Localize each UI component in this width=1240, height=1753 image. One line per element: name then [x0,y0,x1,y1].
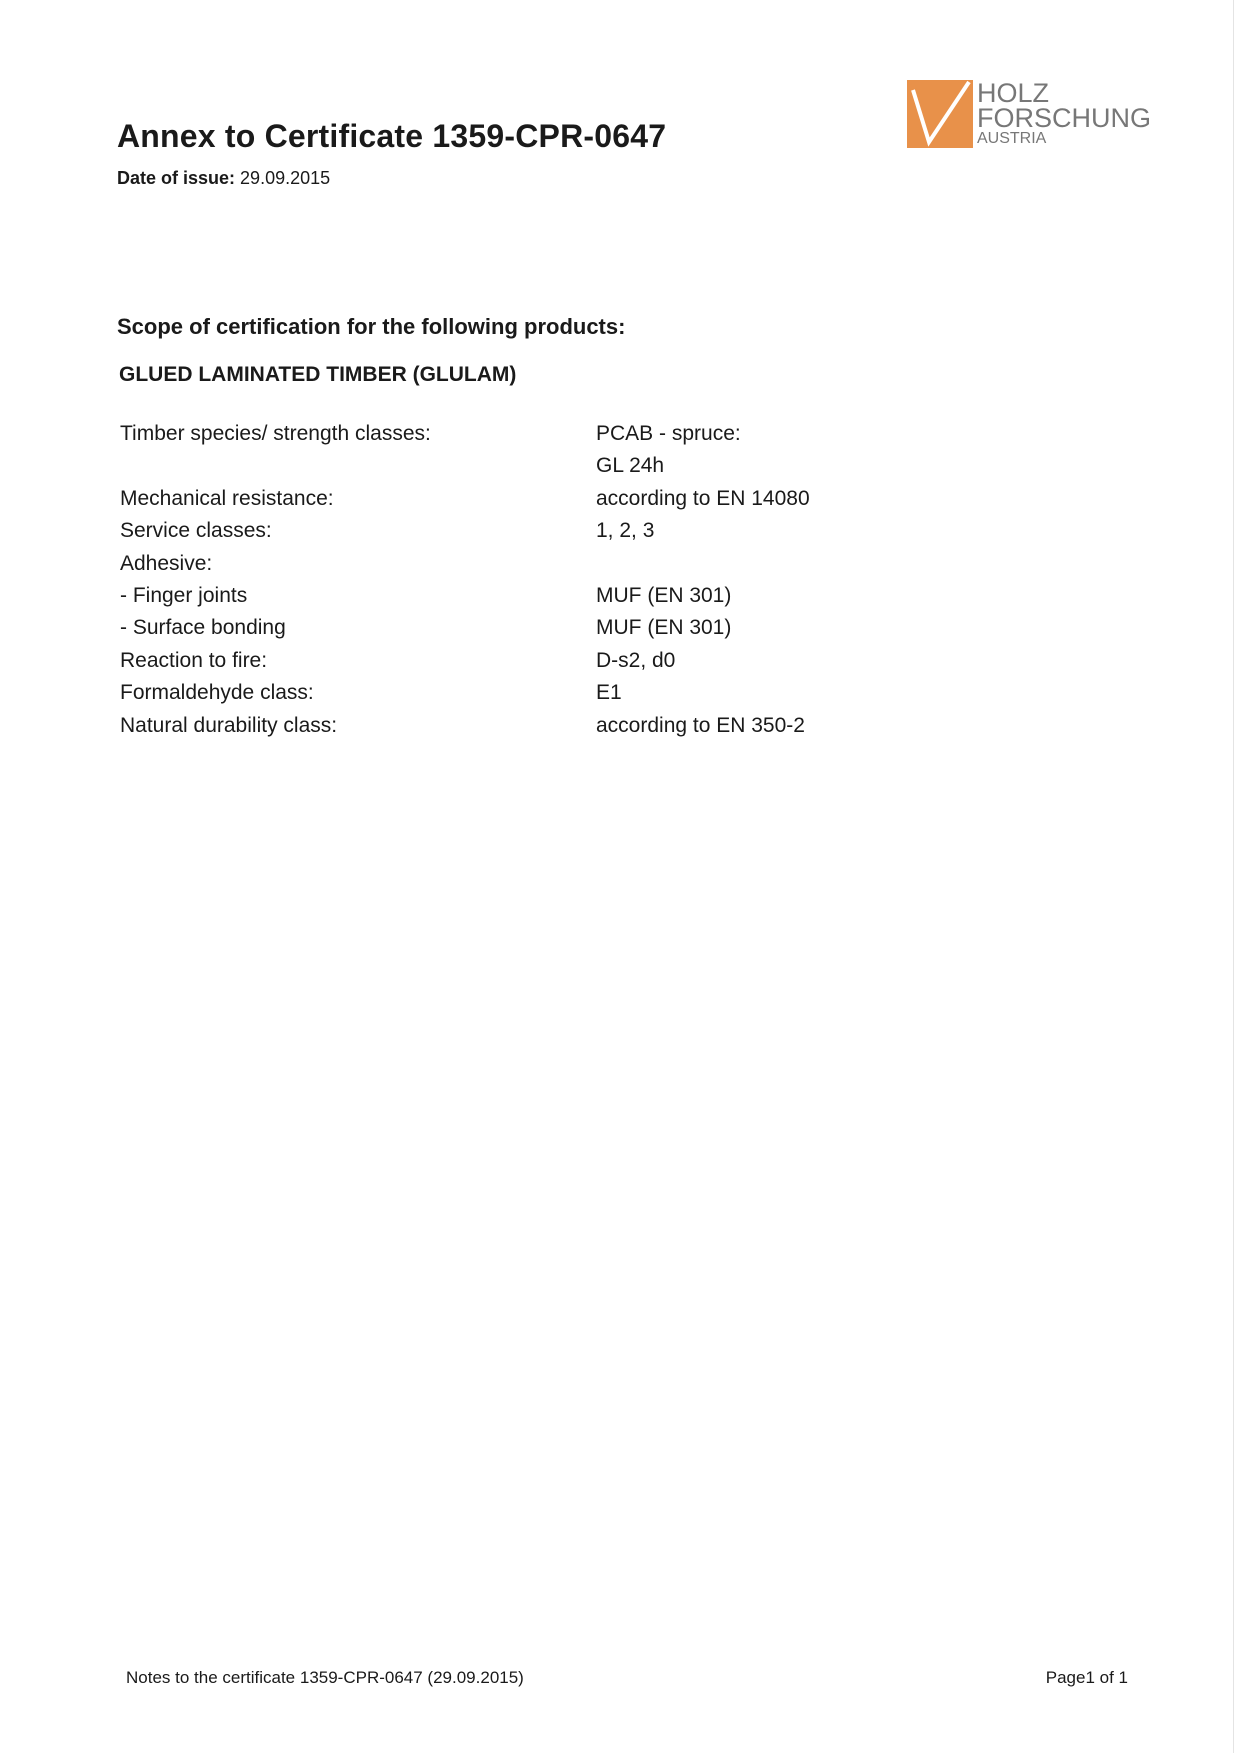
spec-label: - Surface bonding [120,616,286,640]
spec-label: Service classes: [120,519,272,543]
spec-row [120,548,920,580]
spec-value: according to EN 14080 [596,486,810,510]
spec-row [120,645,920,677]
holzforschung-logo [907,78,1151,150]
spec-label: Timber species/ strength classes: [120,422,431,445]
spec-row [120,450,920,482]
spec-row [120,483,920,515]
spec-value: MUF (EN 301) [596,616,732,640]
spec-row [120,580,920,612]
specification-table [120,418,920,742]
logo-line-austria: AUSTRIA [977,130,1047,147]
issue-date-value: 29.09.2015 [240,168,331,188]
document-title: Annex to Certificate 1359-CPR-0647 [117,118,667,154]
spec-label: Formaldehyde class: [120,681,314,705]
spec-value: according to EN 350-2 [596,713,805,737]
spec-row [120,418,920,450]
checkmark-logo-icon [907,80,973,148]
spec-row [120,612,920,644]
spec-label: Adhesive: [120,551,213,575]
footer-notes: Notes to the certificate 1359-CPR-0647 (29.09.2015) [126,1668,524,1687]
spec-value: MUF (EN 301) [596,583,732,607]
spec-value: 1, 2, 3 [596,519,655,543]
spec-value: E1 [596,681,622,705]
spec-label: Reaction to fire: [120,648,268,672]
scope-heading: Scope of certification for the following products: [117,314,626,339]
spec-row [120,515,920,547]
product-heading: GLUED LAMINATED TIMBER (GLULAM) [119,363,517,386]
logo-line-forschung: FORSCHUNG [977,103,1151,133]
issue-date-line [117,168,330,189]
spec-label: Mechanical resistance: [120,486,334,510]
footer-page-number: Page1 of 1 [1045,1668,1128,1687]
spec-label: - Finger joints [120,583,248,607]
spec-value: D-s2, d0 [596,648,676,672]
spec-label: Natural durability class: [120,713,338,737]
issue-date-label: Date of issue: [117,168,236,188]
logo-line-holz: HOLZ [977,78,1050,108]
spec-row [120,677,920,709]
spec-row [120,710,920,742]
spec-value: PCAB - spruce: [596,422,741,445]
page-edge-line [1233,0,1234,1753]
spec-value: GL 24h [596,454,665,478]
